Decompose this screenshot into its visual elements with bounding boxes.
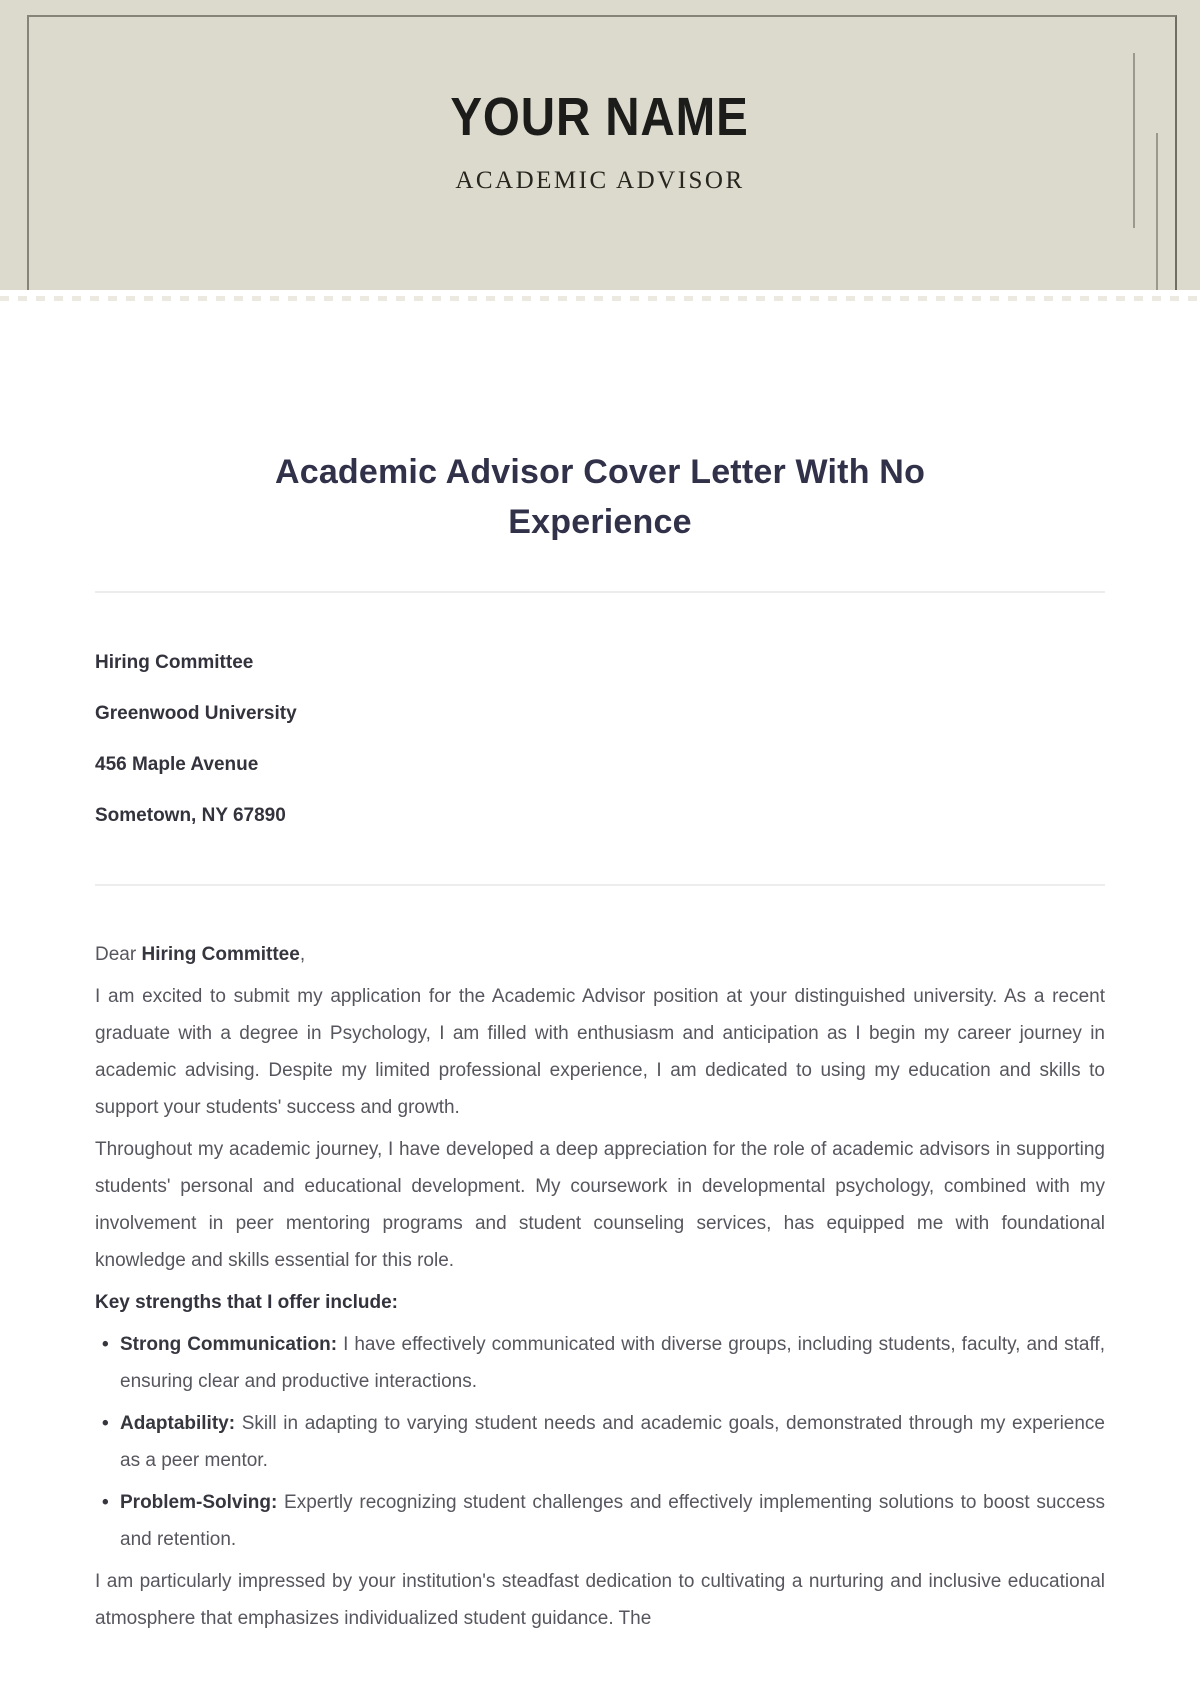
list-item (95, 1405, 1105, 1479)
recipient-line: Hiring Committee (95, 652, 254, 673)
salutation-prefix: Dear (95, 944, 142, 965)
strengths-list (95, 1326, 1105, 1558)
paragraph-journey: Throughout my academic journey, I have developed a deep appreciation for the role of academic advisors in supporting students' personal and educational development. My coursework in developmental psychology, combined with my involvement in peer mentoring programs and student counseling services, has equipped me with foundational knowledge and skills essential for this role. (95, 1139, 1105, 1271)
strength-label: Strong Communication: (120, 1334, 338, 1355)
divider (95, 884, 1105, 886)
paragraph-intro: I am excited to submit my application for the Academic Advisor position at your distinguished university. As a recent graduate with a degree in Psychology, I am filled with enthusiasm and anticipation as I begin my career journey in academic advising. Despite my limited professional experience, I am dedicated to using my education and skills to support your students' success and growth. (95, 986, 1105, 1118)
recipient-line: 456 Maple Avenue (95, 754, 259, 775)
letterhead (0, 0, 1200, 290)
list-item (95, 1326, 1105, 1400)
candidate-name-text: YOUR NAME (450, 87, 750, 147)
divider (95, 591, 1105, 593)
perforation-dashes (0, 296, 1200, 301)
letter-page (0, 447, 1200, 1637)
strength-text: I have effectively communicated with diverse groups, including students, faculty, and staff, ensuring clear and productive interactions. (120, 1334, 1105, 1392)
strength-text: Expertly recognizing student challenges and effectively implementing solutions to boost success and retention. (120, 1492, 1105, 1550)
salutation-name: Hiring Committee (141, 944, 300, 965)
recipient-line: Greenwood University (95, 703, 297, 724)
letterhead-border-frame (27, 15, 1177, 290)
letterhead-accent-line (1156, 133, 1158, 290)
salutation (95, 936, 1105, 973)
salutation-suffix: , (299, 944, 306, 965)
letter-body (95, 936, 1105, 1637)
list-item (95, 1484, 1105, 1558)
strength-label: Adaptability: (120, 1413, 236, 1434)
candidate-role: ACADEMIC ADVISOR (455, 167, 745, 194)
strengths-heading: Key strengths that I offer include: (95, 1292, 398, 1313)
strength-label: Problem-Solving: (120, 1492, 278, 1513)
strength-text: Skill in adapting to varying student needs and academic goals, demonstrated through my experience as a peer mentor. (120, 1413, 1105, 1471)
letterhead-accent-line (1133, 53, 1135, 228)
page-title: Academic Advisor Cover Letter With No Experience (274, 453, 926, 541)
recipient-line: Sometown, NY 67890 (95, 805, 286, 826)
recipient-address-block (95, 651, 1105, 828)
paragraph-closing: I am particularly impressed by your institution's steadfast dedication to cultivating a nurturing and inclusive educational atmosphere that emphasizes individualized student guidance. The (95, 1571, 1105, 1629)
